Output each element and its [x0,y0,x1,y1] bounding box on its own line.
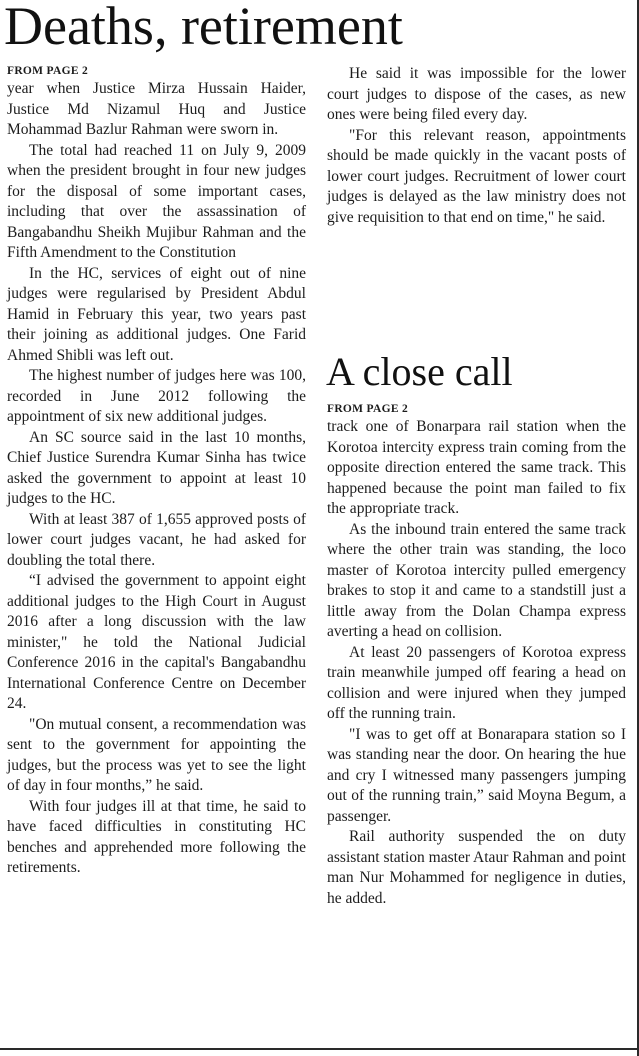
story1-paragraph-1: year when Justice Mirza Hussain Haider, Justice Md Nizamul Huq and Justice Mohammad Bazlur Rahman were sworn in. [7,80,306,138]
story1-paragraph-6: With at least 387 of 1,655 approved posts of lower court judges vacant, he had asked for doubling the total there. [7,510,306,569]
headline-deaths-retirement: Deaths, retirement [4,0,403,56]
story1-paragraph-10: He said it was impossible for the lower court judges to dispose of the cases, as new ones were being filed every day. [327,65,626,123]
story2-paragraph-3: At least 20 passengers of Korotoa express train meanwhile jumped off fearing a head on collision and were injured when they jumped off the running train. [327,643,626,722]
story2-paragraph-5: Rail authority suspended the on duty assistant station master Ataur Rahman and point man Nur Mohammed for negligence in duties, he added. [327,828,626,907]
story1-kicker: FROM PAGE 2 [7,65,89,77]
story2-kicker: FROM PAGE 2 [327,403,409,415]
page-rule-bottom [0,1048,639,1050]
story1-paragraph-2: The total had reached 11 on July 9, 2009 when the president brought in four new judges for the disposal of some important cases, including that over the assassination of Bangabandhu Sheikh Mujibur Rahman and the Fifth Amendment to the Constitution [7,141,306,261]
story1-paragraph-7: “I advised the government to appoint eight additional judges to the High Court in August 2016 after a long discussion with the law minister," he told the National Judicial Conference 2016 in the capital's Bangabandhu International Conference Centre on December 24. [7,572,306,712]
story1-column-2 [327,64,626,228]
story1-paragraph-5: An SC source said in the last 10 months, Chief Justice Surendra Kumar Sinha has twice asked the government to appoint at least 10 judges to the HC. [7,428,306,507]
story2-column [327,402,626,909]
story2-paragraph-1: track one of Bonarpara rail station when the Korotoa intercity express train coming from the opposite direction entered the same track. This happened because the point man failed to fix the appropriate track. [327,418,626,517]
story1-paragraph-8: "On mutual consent, a recommendation was sent to the government for appointing the judges, but the process was yet to see the light of day in four months,” he said. [7,715,306,794]
story1-paragraph-9: With four judges ill at that time, he said to have faced difficulties in constituting HC benches and apprehended more following the retirements. [7,797,306,876]
story2-paragraph-2: As the inbound train entered the same track where the other train was standing, the loco master of Korotoa intercity pulled emergency brakes to stop it and came to a standstill just a little away from the Dolan Champa express averting a head on collision. [327,520,626,640]
story1-paragraph-3: In the HC, services of eight out of nine judges were regularised by President Abdul Hamid in February this year, two years past their joining as additional judges. One Farid Ahmed Shibli was left out. [7,264,306,364]
headline-a-close-call: A close call [326,349,513,394]
story1-paragraph-11: "For this relevant reason, appointments should be made quickly in the vacant posts of lower court judges. Recruitment of lower court judges is delayed as the law ministry does not give requisition to that end on time," he said. [327,126,626,226]
story2-paragraph-4: "I was to get off at Bonarapara station so I was standing near the door. On hearing the hue and cry I witnessed many passengers jumping out of the running train,” said Moyna Begum, a passenger. [327,725,626,825]
story1-column-1 [7,64,306,879]
story1-paragraph-4: The highest number of judges here was 100, recorded in June 2012 following the appointment of six new additional judges. [7,367,306,425]
